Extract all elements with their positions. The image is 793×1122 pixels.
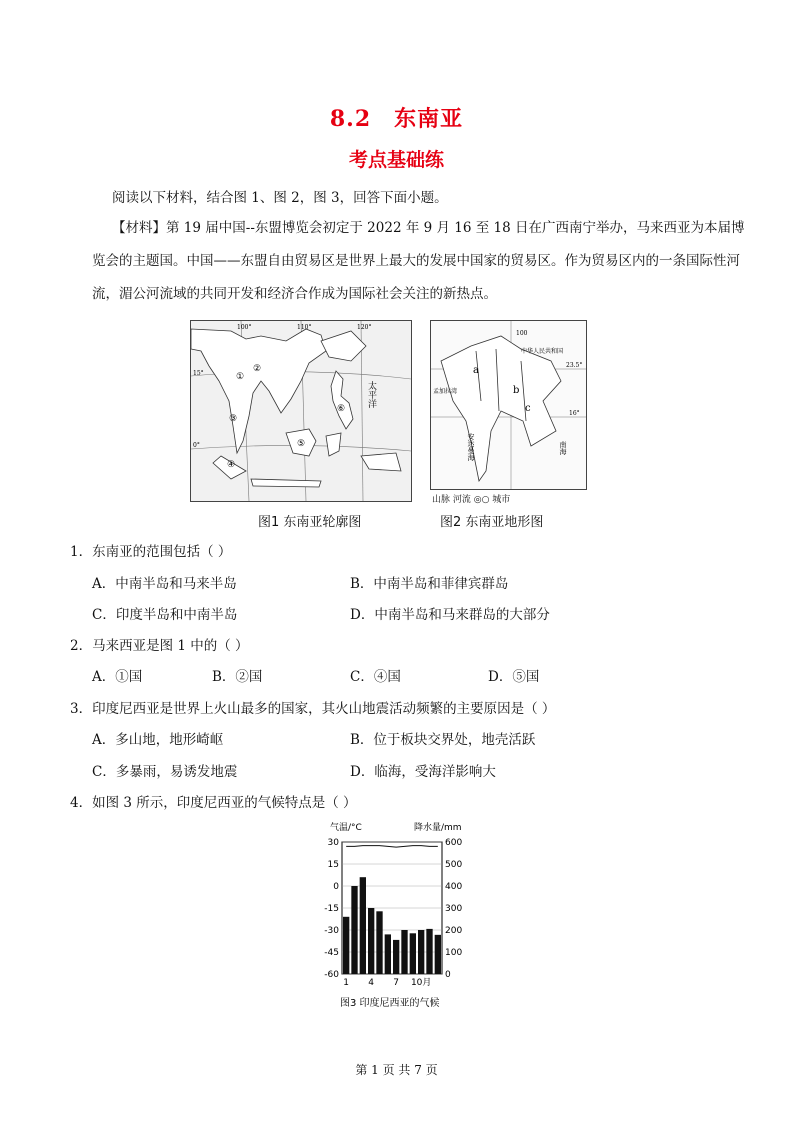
precipitation-bar xyxy=(393,940,399,974)
southeast-asia-outline-map xyxy=(191,321,411,501)
right-tick-label: 400 xyxy=(445,882,463,892)
precipitation-bar xyxy=(410,933,416,974)
question-1: 1．东南亚的范围包括（ ） xyxy=(70,544,232,560)
precipitation-bar xyxy=(435,935,441,974)
fig1-lon3: 120° xyxy=(357,324,372,331)
fig1-lat1: 15° xyxy=(193,370,204,377)
page-subtitle: 考点基础练 xyxy=(348,149,444,171)
fig1-c3: ③ xyxy=(229,414,238,424)
left-tick-label: -30 xyxy=(324,926,339,936)
fig2-west: 孟加拉湾 xyxy=(433,388,458,395)
fig1-lon2: 110° xyxy=(297,324,312,331)
precipitation-bar xyxy=(418,930,424,974)
precipitation-bar xyxy=(401,930,407,974)
q2-option-b[interactable]: B．②国 xyxy=(212,669,263,685)
q2-option-c[interactable]: C．④国 xyxy=(350,669,401,685)
fig2-c: c xyxy=(525,403,531,414)
q1-option-c[interactable]: C．印度半岛和中南半岛 xyxy=(92,607,238,623)
fig1-ocean: 太平洋 xyxy=(366,381,376,408)
figure-1-caption: 图1 东南亚轮廓图 xyxy=(258,515,362,530)
fig2-a: a xyxy=(473,365,479,376)
climate-chart-svg xyxy=(320,818,490,1018)
right-tick-label: 300 xyxy=(445,904,463,914)
page-footer: 第 1 页 共 7 页 xyxy=(355,1063,438,1077)
x-tick-label: 10月 xyxy=(410,978,432,988)
material-text: 【材料】第 19 届中国--东盟博览会初定于 2022 年 9 月 16 至 18 日在广西南宁举办，马来西亚为本届博览会的主题国。中国——东盟自由贸易区是世界上最大的发展中国家的贸易区。作为贸易区内的一条国际性河流，湄公河流域的共同开发和经济合作成为国际社会关注的新热点。 xyxy=(92,220,745,302)
left-tick-label: -60 xyxy=(324,970,339,980)
right-axis-label: 降水量/mm xyxy=(414,823,462,833)
fig1-c4: ④ xyxy=(227,460,236,470)
figure-1-map xyxy=(190,320,412,502)
chart-title: 图3 印度尼西亚的气候 xyxy=(340,998,440,1009)
precipitation-bar xyxy=(343,917,349,974)
left-axis-label: 气温/°C xyxy=(330,823,362,833)
fig2-china: 中华人民共和国 xyxy=(521,348,564,355)
figure-2-map xyxy=(430,320,587,490)
left-tick-label: 30 xyxy=(327,838,339,848)
fig2-lat1: 23.5° xyxy=(566,362,583,369)
precipitation-bar xyxy=(360,877,366,974)
fig1-lat2: 0° xyxy=(193,442,200,449)
left-tick-label: 0 xyxy=(333,882,339,892)
fig1-c2: ② xyxy=(253,364,262,374)
fig2-lon: 100 xyxy=(516,330,528,337)
question-4: 4．如图 3 所示，印度尼西亚的气候特点是（ ） xyxy=(70,795,357,811)
x-tick-label: 7 xyxy=(393,978,400,988)
right-tick-label: 100 xyxy=(445,948,463,958)
q2-option-d[interactable]: D．⑤国 xyxy=(488,669,540,685)
q1-option-a[interactable]: A．中南半岛和马来半岛 xyxy=(92,576,237,592)
page-title: 8.2 东南亚 xyxy=(329,106,464,132)
x-tick-label: 1 xyxy=(343,978,350,988)
fig1-c5: ⑤ xyxy=(297,439,306,449)
q3-option-b[interactable]: B．位于板块交界处，地壳活跃 xyxy=(350,732,536,748)
fig2-sea: 南海 xyxy=(559,441,567,455)
q3-option-a[interactable]: A．多山地，地形崎岖 xyxy=(92,732,224,748)
q3-option-d[interactable]: D．临海，受海洋影响大 xyxy=(350,764,496,780)
q1-option-d[interactable]: D．中南半岛和马来群岛的大部分 xyxy=(350,607,550,623)
precipitation-bar xyxy=(351,886,357,974)
q1-option-b[interactable]: B．中南半岛和菲律宾群岛 xyxy=(350,576,509,592)
figure-2-caption: 图2 东南亚地形图 xyxy=(440,515,544,530)
question-3: 3．印度尼西亚是世界上火山最多的国家，其火山地震活动频繁的主要原因是（ ） xyxy=(70,701,556,717)
southeast-asia-terrain-map xyxy=(431,321,586,489)
fig1-c1: ① xyxy=(236,372,245,382)
precipitation-bar xyxy=(385,934,391,974)
left-tick-label: -15 xyxy=(324,904,339,914)
left-tick-label: 15 xyxy=(327,860,339,870)
right-tick-label: 200 xyxy=(445,926,463,936)
right-tick-label: 600 xyxy=(445,838,463,848)
question-2: 2．马来西亚是图 1 中的（ ） xyxy=(70,638,249,654)
right-tick-label: 0 xyxy=(445,970,451,980)
x-tick-label: 4 xyxy=(368,978,375,988)
right-tick-label: 500 xyxy=(445,860,463,870)
q3-option-c[interactable]: C．多暴雨，易诱发地震 xyxy=(92,764,238,780)
fig2-lat2: 16° xyxy=(569,410,580,417)
precipitation-bar xyxy=(426,929,432,974)
climate-chart xyxy=(320,818,490,1018)
q2-option-a[interactable]: A．①国 xyxy=(92,669,143,685)
precipitation-bar xyxy=(376,911,382,974)
fig2-b: b xyxy=(513,385,520,396)
figure-2-legend: 山脉 河流 ◎○ 城市 xyxy=(432,495,511,505)
fig2-andaman: 安达曼海 xyxy=(467,433,475,461)
fig1-lon1: 100° xyxy=(237,324,252,331)
precipitation-bar xyxy=(368,908,374,974)
fig1-c6: ⑥ xyxy=(337,404,346,414)
left-tick-label: -45 xyxy=(324,948,339,958)
intro-text: 阅读以下材料，结合图 1、图 2，图 3，回答下面小题。 xyxy=(112,190,448,206)
